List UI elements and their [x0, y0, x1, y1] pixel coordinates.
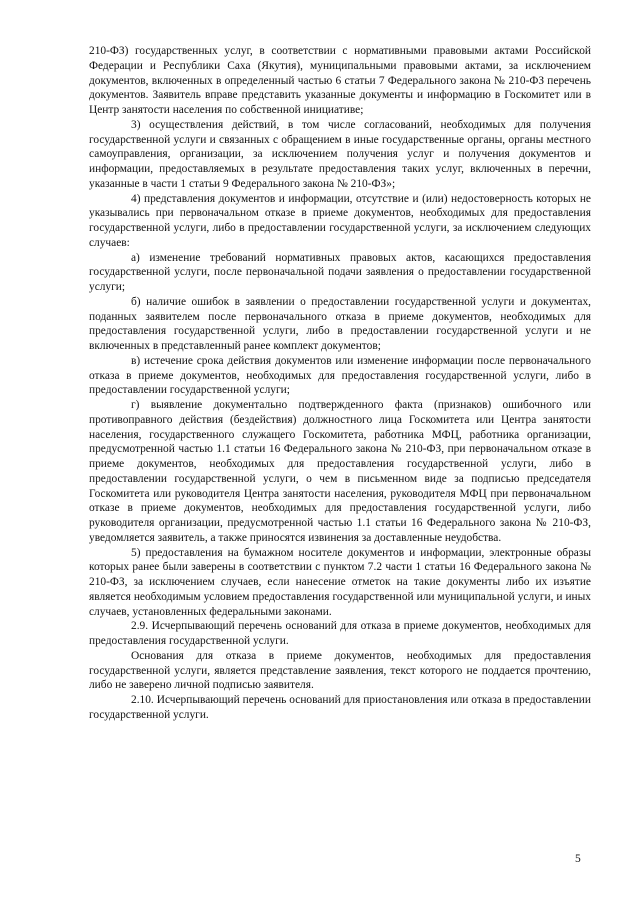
paragraph-subitem-v: в) истечение срока действия документов или изменение информации после первоначального отказа в приеме документов, необходимых для предоставления государственной услуги, либо в предоставлении государственной услуги;	[89, 354, 591, 397]
paragraph-subitem-b: б) наличие ошибок в заявлении о предоставлении государственной услуги и документах, поданных заявителем после первоначального отказа в приеме документов, необходимых для предоставления государственной услуги, либо в предоставлении государственной услуги и не включенных в представленный ранее комплект документов;	[89, 295, 591, 352]
paragraph-refusal-grounds: Основания для отказа в приеме документов, необходимых для предоставления государственной услуги, является представление заявления, текст которого не поддается прочтению, либо не заверено личной подписью заявителя.	[89, 649, 591, 692]
section-heading-2-9: 2.9. Исчерпывающий перечень оснований для отказа в приеме документов, необходимых для предоставления государственной услуги.	[89, 620, 591, 647]
paragraph-item-5: 5) предоставления на бумажном носителе документов и информации, электронные образы которых ранее были заверены в соответствии с пунктом 7.2 части 1 статьи 16 Федерального закона № 210-ФЗ, за исключением случаев, если нанесение отметок на такие документы либо их изъятие является необходимым условием предоставления государственной или муниципальной услуги, и иных случаев, установленных федеральными законами.	[89, 546, 591, 618]
paragraph-item-4: 4) представления документов и информации, отсутствие и (или) недостоверность которых не указывались при первоначальном отказе в приеме документов, необходимых для предоставления государственной услуги, либо в предоставлении государственной услуги, за исключением следующих случаев:	[89, 192, 591, 249]
paragraph-continuation-210fz: 210-ФЗ) государственных услуг, в соответствии с нормативными правовыми актами Российской Федерации и Республики Саха (Якутия), муниципальными правовыми актами, за исключением документов, включенных в определенный частью 6 статьи 7 Федерального закона № 210-ФЗ перечень документов. Заявитель вправе представить указанные документы и информацию в Госкомитет или в Центр занятости населения по собственной инициативе;	[89, 45, 591, 116]
document-body	[89, 44, 591, 723]
paragraph-subitem-a: а) изменение требований нормативных правовых актов, касающихся предоставления государственной услуги, после первоначальной подачи заявления о предоставлении государственной услуги;	[89, 251, 591, 293]
paragraph-item-3: 3) осуществления действий, в том числе согласований, необходимых для получения государственной услуги и связанных с обращением в иные государственные органы, органы местного самоуправления, организации, за исключением получения услуг и получения документов и информации, предоставляемых в результате предоставления таких услуг, включенных в перечни, указанные в части 1 статьи 9 Федерального закона № 210-ФЗ»;	[89, 118, 591, 190]
section-heading-2-10: 2.10. Исчерпывающий перечень оснований для приостановления или отказа в предоставлении государственной услуги.	[89, 694, 591, 721]
page-number: 5	[575, 853, 581, 865]
paragraph-subitem-g: г) выявление документально подтвержденного факта (признаков) ошибочного или противоправного действия (бездействия) должностного лица Госкомитета или Центра занятости населения, государственного служащего Госкомитета, работника МФЦ, работника организации, предусмотренной частью 1.1 статьи 16 Федерального закона № 210-ФЗ, при первоначальном отказе в приеме документов, необходимых для предоставления государственной услуги, либо в предоставлении государственной услуги, о чем в письменном виде за подписью председателя Госкомитета или руководителя Центра занятости населения, руководителя МФЦ при первоначальном отказе в приеме документов, необходимых для предоставления государственной услуги, либо руководителя организации, предусмотренной частью 1.1 статьи 16 Федерального закона № 210-ФЗ, уведомляется заявитель, а также приносятся извинения за доставленные неудобства.	[89, 399, 591, 544]
